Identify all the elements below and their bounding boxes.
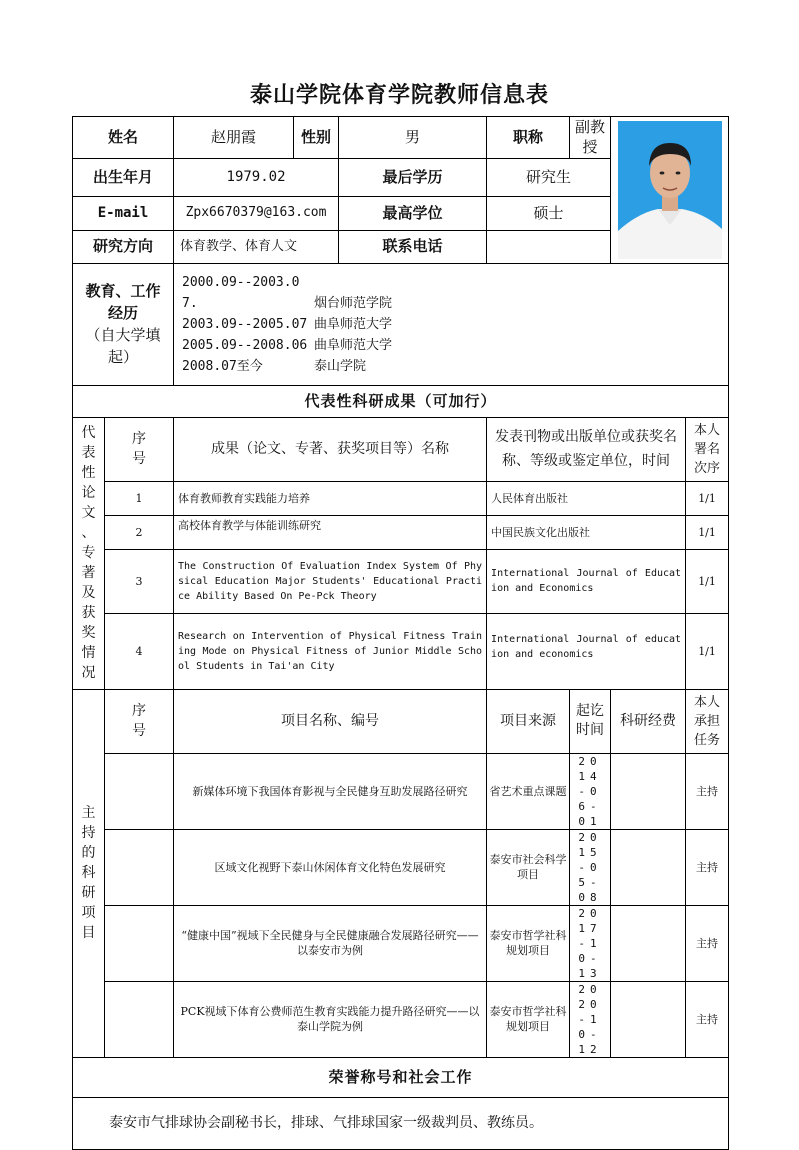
table-row: “健康中国”视域下全民健身与全民健康融合发展路径研究——以泰安市为例 泰安市哲学社科规划项目 2017-10-13 主持 [73, 905, 729, 981]
achievements-header-name: 成果（论文、专著、获奖项目等）名称 [174, 417, 487, 481]
education-entry: 2000.09--2003.07. 烟台师范学院 [182, 274, 393, 311]
gender-label: 性别 [294, 117, 339, 159]
photo-cell [611, 117, 729, 264]
birth-label: 出生年月 [73, 158, 174, 196]
birth-value: 1979.02 [174, 158, 339, 196]
achievements-header-seq: 序 号 [105, 417, 174, 481]
table-row: 4 Research on Intervention of Physical Fitness Training Mode on Physical Fitness of Junior Middle School Students in Tai'an City International Journal of education and economics 1/1 [73, 613, 729, 689]
page-title: 泰山学院体育学院教师信息表 [249, 82, 549, 108]
education-entry: 2008.07至今 泰山学院 [182, 358, 367, 374]
honors-text: 泰安市气排球协会副秘书长，排球、气排球国家一级裁判员、教练员。 [73, 1097, 729, 1149]
edu-value: 研究生 [487, 158, 611, 196]
achievements-header-order: 本人 署名 次序 [686, 417, 729, 481]
education-label-line2: 经历 [108, 304, 139, 322]
info-table [72, 116, 729, 1150]
education-entry: 2003.09--2005.07 曲阜师范大学 [182, 316, 393, 332]
research-label: 研究方向 [73, 230, 174, 263]
email-value: Zpx6670379@163.com [174, 196, 339, 230]
projects-header-name: 项目名称、编号 [174, 689, 487, 753]
education-label-line3: （自大学填 [85, 326, 161, 344]
table-row: 区域文化视野下泰山休闲体育文化特色发展研究 泰安市社会科学项目 2015-05-08 主持 [73, 829, 729, 905]
projects-header-source: 项目来源 [487, 689, 570, 753]
phone-label: 联系电话 [339, 230, 487, 263]
portrait-photo-graphic [618, 121, 722, 259]
achievements-header-publisher: 发表刊物或出版单位或获奖名 称、等级或鉴定单位，时间 [487, 417, 686, 481]
projects-side-label: 主 持 的 科 研 项 目 [73, 689, 105, 1057]
gender-value: 男 [339, 117, 487, 159]
education-entries [174, 263, 729, 385]
table-row: 2 高校体育教学与体能训练研究 中国民族文化出版社 1/1 [73, 515, 729, 549]
achievements-side-label: 代 表 性 论 文 、 专 著 及 获 奖 情 况 [73, 417, 105, 689]
rank-label: 职称 [487, 117, 570, 159]
edu-label: 最后学历 [339, 158, 487, 196]
rank-value: 副教授 [570, 117, 611, 159]
table-row: 3 The Construction Of Evaluation Index System Of Physical Education Major Students' Educational Practice Ability Based On Pe-Pck Theory International Journal of Education and Economics 1/1 [73, 549, 729, 613]
projects-header-period: 起讫时间 [570, 689, 611, 753]
honors-section-title: 荣誉称号和社会工作 [73, 1057, 729, 1097]
projects-header-seq: 序 号 [105, 689, 174, 753]
education-label-line4: 起） [108, 348, 139, 366]
projects-header-role: 本人 承担 任务 [686, 689, 729, 753]
research-value: 体育教学、体育人文 [174, 230, 339, 263]
degree-value: 硕士 [487, 196, 611, 230]
education-label [73, 263, 174, 385]
table-row: PCK视域下体育公费师范生教育实践能力提升路径研究——以泰山学院为例 泰安市哲学社科规划项目 2020-10-12 主持 [73, 981, 729, 1057]
degree-label: 最高学位 [339, 196, 487, 230]
email-label: E-mail [73, 196, 174, 230]
projects-header-funding: 科研经费 [611, 689, 686, 753]
phone-value [487, 230, 611, 263]
portrait-photo [618, 121, 722, 259]
table-row: 1 体育教师教育实践能力培养 人民体育出版社 1/1 [73, 481, 729, 515]
name-label: 姓名 [73, 117, 174, 159]
education-entry: 2005.09--2008.06 曲阜师范大学 [182, 337, 393, 353]
education-label-line1: 教育、工作 [85, 282, 161, 300]
table-row: 新媒体环境下我国体育影视与全民健身互助发展路径研究 省艺术重点课题 2014-06-01 主持 [73, 753, 729, 829]
name-value: 赵朋霞 [174, 117, 294, 159]
achievements-section-title: 代表性科研成果（可加行） [73, 385, 729, 417]
